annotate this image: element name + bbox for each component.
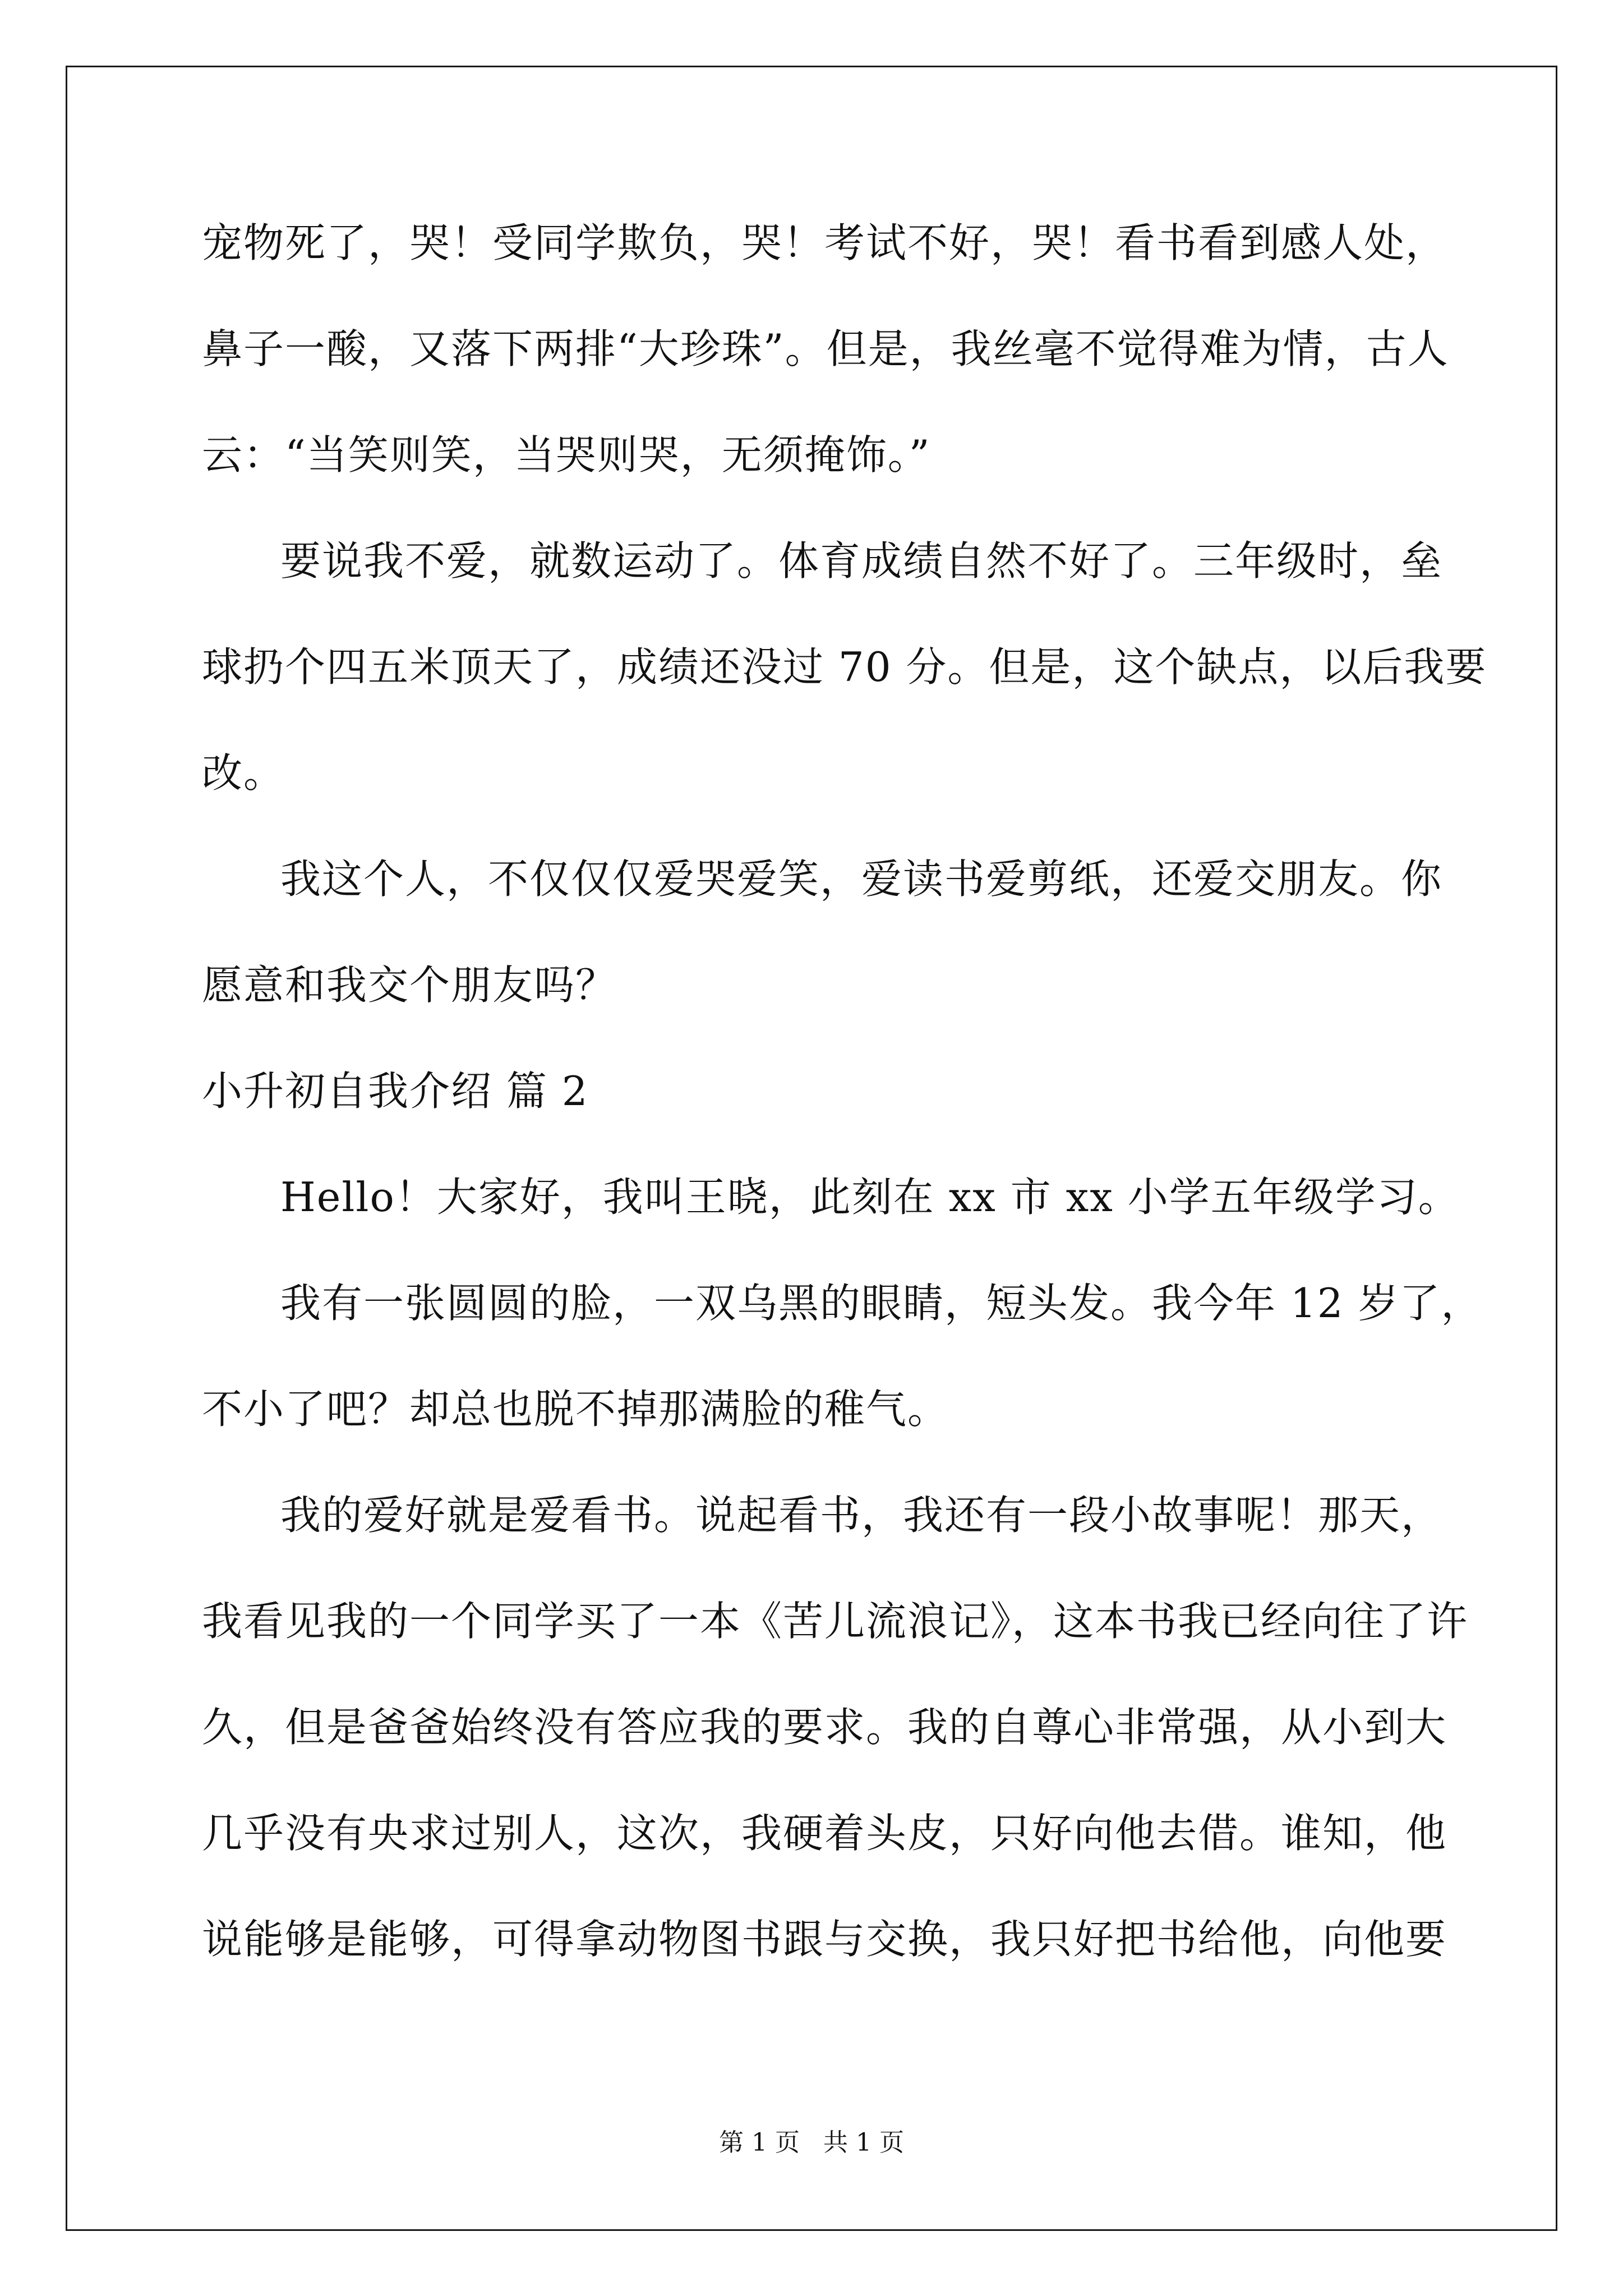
page-total: 共 1 页: [823, 2128, 904, 2157]
page-border: [66, 66, 1557, 2231]
paragraph-start: 我这个人，不仅仅仅爱哭爱笑，爱读书爱剪纸，还爱交朋友。你: [280, 855, 1443, 903]
paragraph-start: Hello！大家好，我叫王晓，此刻在 xx 市 xx 小学五年级学习。: [280, 1174, 1460, 1221]
text-line: 几乎没有央求过别人，这次，我硬着头皮，只好向他去借。谁知，他: [202, 1810, 1447, 1857]
page-number: 第 1 页: [719, 2128, 800, 2157]
text-line: 久，但是爸爸始终没有答应我的要求。我的自尊心非常强，从小到大: [202, 1704, 1447, 1751]
section-heading: 小升初自我介绍 篇 2: [202, 1068, 589, 1115]
text-line: 我看见我的一个同学买了一本《苦儿流浪记》，这本书我已经向往了许: [202, 1598, 1469, 1645]
paragraph-start: 要说我不爱，就数运动了。体育成绩自然不好了。三年级时，垒: [280, 537, 1443, 585]
text-line: 鼻子一酸，又落下两排“大珍珠”。但是，我丝毫不觉得难为情，古人: [202, 325, 1449, 372]
text-line: 宠物死了，哭！受同学欺负，哭！考试不好，哭！看书看到感人处，: [202, 219, 1447, 266]
text-line: 不小了吧？却总也脱不掉那满脸的稚气。: [202, 1386, 949, 1433]
paragraph-start: 我有一张圆圆的脸，一双乌黑的眼睛，短头发。我今年 12 岁了，: [280, 1280, 1483, 1327]
text-line: 愿意和我交个朋友吗？: [202, 961, 617, 1009]
page-footer: [0, 2126, 1623, 2160]
text-line: 说能够是能够，可得拿动物图书跟与交换，我只好把书给他，向他要: [202, 1916, 1447, 1963]
paragraph-start: 我的爱好就是爱看书。说起看书，我还有一段小故事呢！那天，: [280, 1492, 1443, 1539]
text-line: 球扔个四五米顶天了，成绩还没过 70 分。但是，这个缺点，以后我要: [202, 643, 1487, 691]
text-line: 改。: [202, 749, 285, 797]
text-line: 云：“当笑则笑，当哭则哭，无须掩饰。”: [202, 431, 931, 478]
